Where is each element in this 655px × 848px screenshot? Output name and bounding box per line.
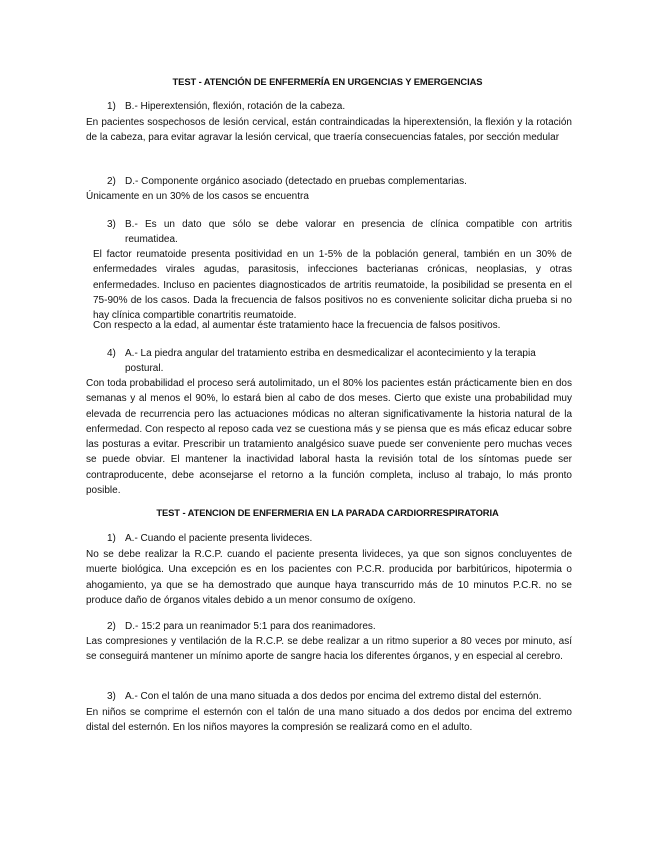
question-2-explanation: Únicamente en un 30% de los casos se encuentra: [86, 191, 309, 202]
question-number: 1): [107, 533, 116, 544]
question-number: 3): [107, 691, 116, 702]
question-3-answer-continued: reumatidea.: [125, 234, 178, 245]
question-number: 2): [107, 176, 116, 187]
question-5-explanation: No se debe realizar la R.C.P. cuando el paciente presenta livideces, ya que son signos concluyentes de muerte biológica. Una excepción es en los pacientes con P.C.R. producida por barbitúricos, hipotermia o ahogamiento, ya que se ha demostrado que aunque haya transcurrido más de 10 minutos P.C.R. no se produce daño de órganos vitales debido a un menor consumo de oxígeno.: [86, 549, 572, 606]
question-4-explanation: Con toda probabilidad el proceso será autolimitado, un el 80% los pacientes están prácticamente bien en dos semanas y al menos el 90%, lo estará bien al cabo de dos meses. Cierto que existe una probabilidad muy elevada de recurrencia pero las actuaciones módicas no alteran significativamente la historia natural de la enfermedad. Con respecto al reposo cada vez se cuestiona más y se piensa que es más eficaz educar sobre las posturas a evitar. Prescribir un tratamiento analgésico suave puede ser conveniente pero muchas veces se puede obviar. El mantener la inactividad laboral hasta la revisión total de los síntomas puede ser contraproducente, debe aconsejarse el retorno a la función completa, incluso al trabajo, lo más pronto posible.: [86, 378, 572, 497]
question-2-answer: [107, 176, 467, 187]
answer-text: A.- Cuando el paciente presenta livideces.: [125, 533, 313, 544]
question-1-explanation: En pacientes sospechosos de lesión cervical, están contraindicadas la hiperextensión, la flexión y la rotación de la cabeza, para evitar agravar la lesión cervical, que traería consecuencias fatales, por sección medular: [86, 117, 572, 144]
section-title-parada: TEST - ATENCION DE ENFERMERIA EN LA PARADA CARDIORRESPIRATORIA: [156, 507, 499, 518]
question-number: 4): [107, 348, 116, 359]
question-4-answer-continued: postural.: [125, 363, 164, 374]
answer-text: D.- 15:2 para un reanimador 5:1 para dos reanimadores.: [125, 621, 376, 632]
question-5-answer: [107, 533, 312, 544]
answer-text: A.- La piedra angular del tratamiento estriba en desmedicalizar el acontecimiento y la terapia: [125, 348, 536, 359]
question-3-explanation-note: Con respecto a la edad, al aumentar éste tratamiento hace la frecuencia de falsos positivos.: [93, 320, 501, 331]
section-title-urgencias: TEST - ATENCIÓN DE ENFERMERÍA EN URGENCIAS Y EMERGENCIAS: [172, 76, 483, 87]
question-6-answer: [107, 621, 376, 632]
question-3-answer: [107, 219, 572, 230]
question-3-explanation: El factor reumatoide presenta positividad en un 1-5% de la población general, también en un 30% de enfermedades virales agudas, parasitosis, infecciones bacterianas crónicas, neoplasias, y otras enfermedades. Incluso en pacientes diagnosticados de artritis reumatoide, la posibilidad se presenta en el 75-90% de los casos. Dada la frecuencia de falsos positivos no es conveniente solicitar dicha prueba si no hay clínica compartible conartritis reumatoide.: [93, 249, 572, 322]
answer-text: D.- Componente orgánico asociado (detectado en pruebas complementarias.: [125, 176, 467, 187]
question-7-answer: [107, 691, 541, 702]
question-4-answer: [107, 348, 536, 359]
question-1-answer: [107, 101, 345, 112]
question-number: 1): [107, 101, 116, 112]
question-number: 3): [107, 219, 116, 230]
question-6-explanation: Las compresiones y ventilación de la R.C.P. se debe realizar a un ritmo superior a 80 veces por minuto, así se conseguirá mantener un mínimo aporte de sangre hacia los diferentes órganos, y en especial al cerebro.: [86, 636, 572, 663]
question-7-explanation: En niños se comprime el esternón con el talón de una mano situado a dos dedos por encima del extremo distal del esternón. En los niños mayores la compresión se realizará como en el adulto.: [86, 707, 572, 734]
question-number: 2): [107, 621, 116, 632]
answer-text: B.- Es un dato que sólo se debe valorar en presencia de clínica compatible con artritis: [125, 219, 572, 230]
answer-text: B.- Hiperextensión, flexión, rotación de la cabeza.: [125, 101, 346, 112]
answer-text: A.- Con el talón de una mano situada a dos dedos por encima del extremo distal del esternón.: [125, 691, 542, 702]
